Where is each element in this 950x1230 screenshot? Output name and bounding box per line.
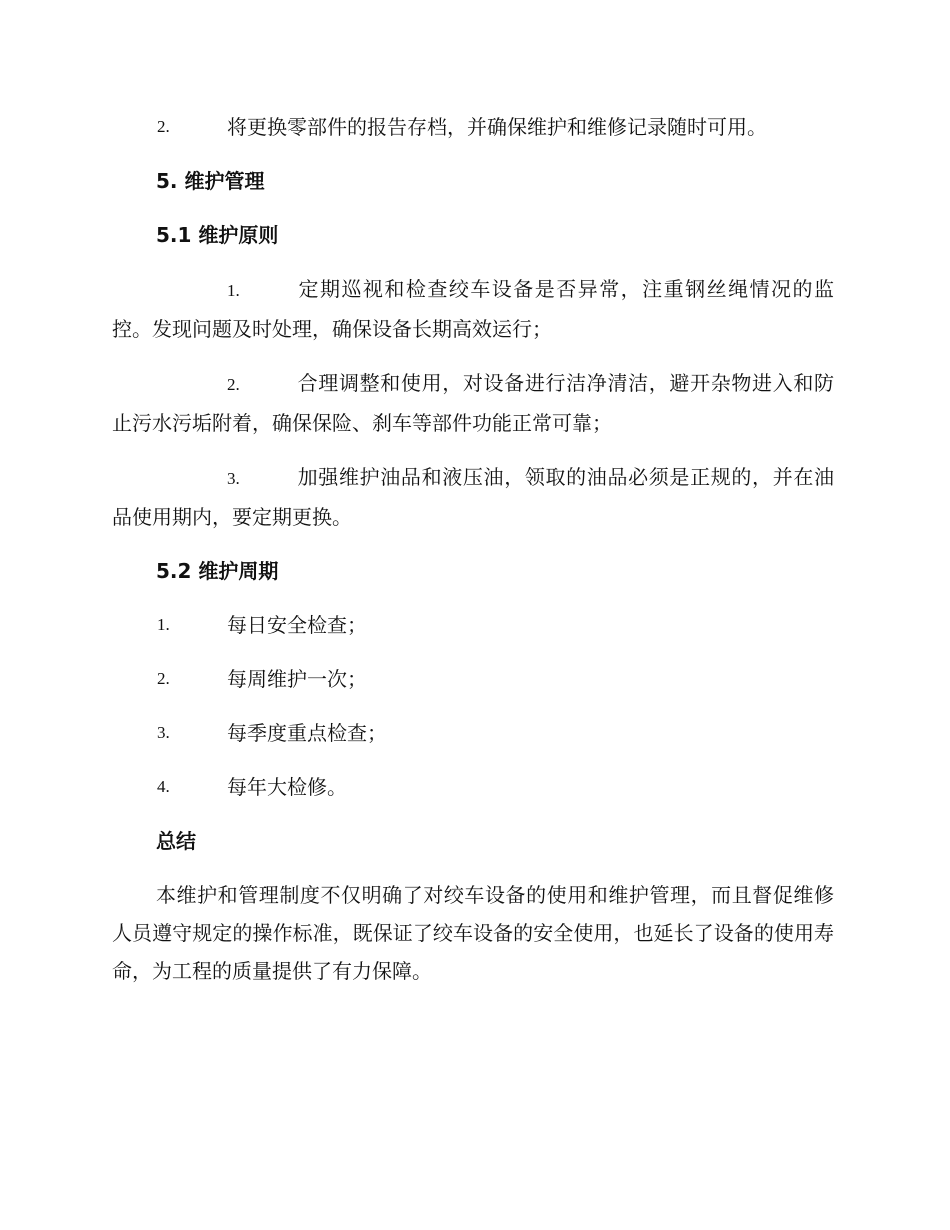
list-item: [112, 364, 834, 442]
list-item: [112, 660, 834, 698]
list-item: [112, 458, 834, 536]
list-text: 将更换零部件的报告存档，并确保维护和维修记录随时可用。: [227, 115, 767, 139]
list-item: [112, 606, 834, 644]
list-text: 每周维护一次；: [227, 667, 367, 691]
list-number: 1.: [157, 615, 170, 634]
list-text: 每日安全检查；: [227, 613, 367, 637]
list-text: 加强维护油品和液压油，领取的油品必须是正规的，并在油品使用期内，要定期更换。: [112, 465, 834, 529]
list-number: 3.: [157, 723, 170, 742]
list-text: 每年大检修。: [227, 775, 347, 799]
subsection-heading-maintenance-cycle: 5.2 维护周期: [156, 559, 279, 583]
list-number: 1.: [227, 281, 240, 300]
section-heading-maintenance-management: 5. 维护管理: [156, 169, 265, 193]
list-text: 合理调整和使用，对设备进行洁净清洁，避开杂物进入和防止污水污垢附着，确保保险、刹车等部件功能正常可靠；: [112, 371, 834, 435]
list-number: 2.: [227, 375, 240, 394]
subsection-heading-maintenance-principles: 5.1 维护原则: [156, 223, 279, 247]
list-text: 每季度重点检查；: [227, 721, 387, 745]
list-item: [112, 270, 834, 348]
list-text: 定期巡视和检查绞车设备是否异常，注重钢丝绳情况的监控。发现问题及时处理，确保设备长期高效运行；: [112, 277, 834, 341]
document-content: [112, 108, 834, 1006]
list-item: [112, 768, 834, 806]
list-number: 4.: [157, 777, 170, 796]
list-number: 3.: [227, 469, 240, 488]
list-item: [112, 714, 834, 752]
summary-paragraph: 本维护和管理制度不仅明确了对绞车设备的使用和维护管理，而且督促维修人员遵守规定的操作标准，既保证了绞车设备的安全使用，也延长了设备的使用寿命，为工程的质量提供了有力保障。: [112, 883, 834, 983]
list-number: 2.: [157, 117, 170, 136]
list-number: 2.: [157, 669, 170, 688]
summary-heading: 总结: [156, 829, 196, 853]
list-item: [112, 108, 834, 146]
